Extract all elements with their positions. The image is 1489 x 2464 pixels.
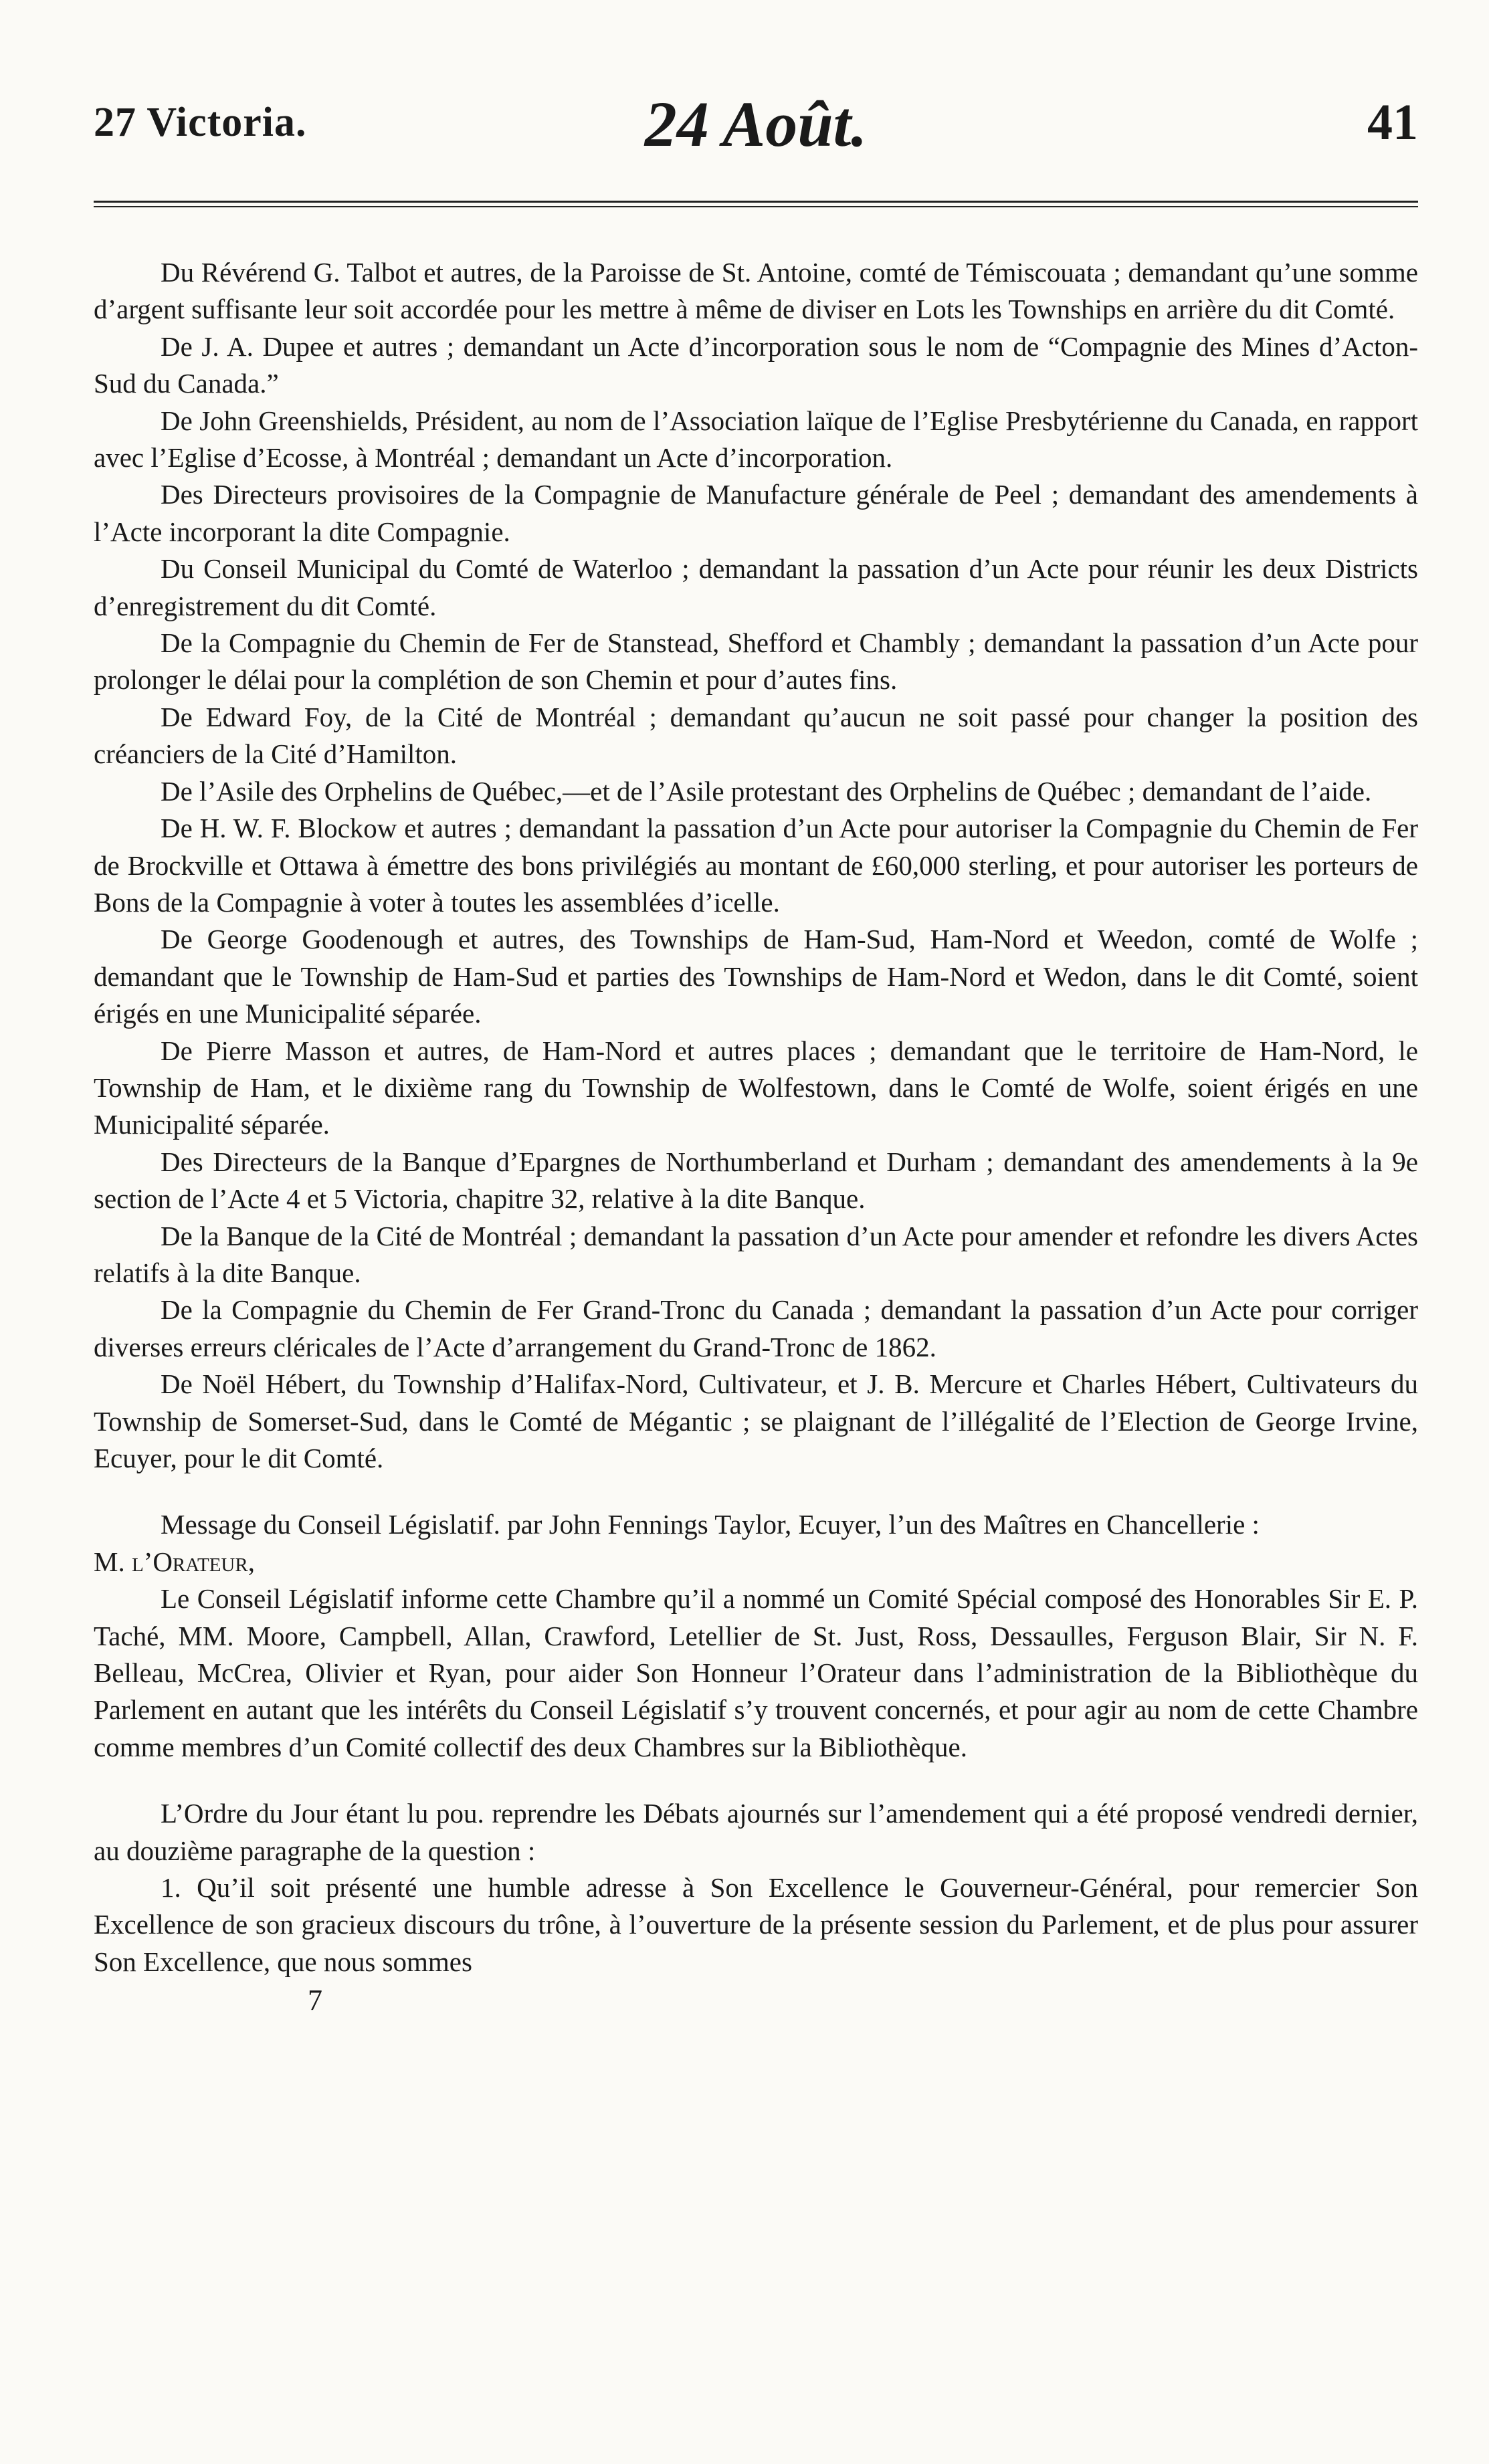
page-body bbox=[94, 254, 1418, 2019]
header-date: 24 Août. bbox=[644, 88, 868, 160]
petition-paragraph: Des Directeurs de la Banque d’Epargnes de Northumberland et Durham ; demandant des amendements à la 9e section de l’Acte 4 et 5 Victoria, chapitre 32, relative à la dite Banque. bbox=[94, 1146, 1418, 1215]
petition-paragraph: De John Greenshields, Président, au nom de l’Association laïque de l’Eglise Presbytérienne du Canada, en rapport avec l’Eglise d’Ecosse, à Montréal ; demandant un Acte d’incorporation. bbox=[94, 405, 1418, 474]
header-rule bbox=[94, 201, 1418, 207]
petition-paragraph: De Noël Hébert, du Township d’Halifax-Nord, Cultivateur, et J. B. Mercure et Charles Hébert, Cultivateurs du Township de Somerset-Sud, dans le Comté de Mégantic ; se plaignant de l’illégalité de l’Election de George Irvine, Ecuyer, pour le dit Comté. bbox=[94, 1368, 1418, 1473]
petition-paragraph: De la Compagnie du Chemin de Fer Grand-Tronc du Canada ; demandant la passation d’un Acte pour corriger diverses erreurs cléricales de l’Acte d’arrangement du Grand-Tronc de 1862. bbox=[94, 1294, 1418, 1362]
page-number: 41 bbox=[1367, 94, 1418, 150]
address-item-1: 1. Qu’il soit présenté une humble adresse à Son Excellence le Gouverneur-Général, pour remercier Son Excellence de son gracieux discours du trône, à l’ouverture de la présente session du Parlement, et de plus pour assurer Son Excellence, que nous sommes bbox=[94, 1872, 1418, 1977]
petition-paragraph: Du Conseil Municipal du Comté de Waterloo ; demandant la passation d’un Acte pour réunir les deux Districts d’enregistrement du dit Comté. bbox=[94, 553, 1418, 621]
salutation: M. l’Orateur, bbox=[94, 1546, 255, 1577]
page-header bbox=[94, 87, 1418, 167]
petition-paragraph: De Edward Foy, de la Cité de Montréal ; demandant qu’aucun ne soit passé pour changer la position des créanciers de la Cité d’Hamilton. bbox=[94, 701, 1418, 770]
petition-paragraph: Du Révérend G. Talbot et autres, de la Paroisse de St. Antoine, comté de Témiscouata ; demandant qu’une somme d’argent suffisante leur soit accordée pour les mettre à même de diviser en Lots les Townships en arrière du dit Comté. bbox=[94, 257, 1418, 325]
petition-paragraph: De la Banque de la Cité de Montréal ; demandant la passation d’un Acte pour amender et refondre les divers Actes relatifs à la dite Banque. bbox=[94, 1220, 1418, 1288]
petition-paragraph: De l’Asile des Orphelins de Québec,—et de l’Asile protestant des Orphelins de Québec ; demandant de l’aide. bbox=[161, 775, 1372, 807]
petition-paragraph: De George Goodenough et autres, des Townships de Ham-Sud, Ham-Nord et Weedon, comté de Wolfe ; demandant que le Township de Ham-Sud et parties des Townships de Ham-Nord et Wedon, dans le dit Comté, soient érigés en une Municipalité séparée. bbox=[94, 924, 1418, 1029]
petition-paragraph: De H. W. F. Blockow et autres ; demandant la passation d’un Acte pour autoriser la Compagnie du Chemin de Fer de Brockville et Ottawa à émettre des bons privilégiés au montant de £60,000 sterling, et pour autoriser les porteurs de Bons de la Compagnie à voter à toutes les assemblées d’icelle. bbox=[94, 813, 1418, 918]
petition-paragraph: Des Directeurs provisoires de la Compagnie de Manufacture générale de Peel ; demandant des amendements à l’Acte incorporant la dite Compagnie. bbox=[94, 479, 1418, 547]
ordre-du-jour: L’Ordre du Jour étant lu pou. reprendre les Débats ajournés sur l’amendement qui a été proposé vendredi dernier, au douzième paragraphe de la question : bbox=[94, 1798, 1418, 1866]
petition-paragraph: De Pierre Masson et autres, de Ham-Nord et autres places ; demandant que le territoire de Ham-Nord, le Township de Ham, et le dixième rang du Township de Wolfestown, dans le Comté de Wolfe, soient érigés en une Municipalité séparée. bbox=[94, 1035, 1418, 1140]
header-volume: 27 Victoria. bbox=[94, 100, 307, 145]
message-body: Le Conseil Législatif informe cette Chambre qu’il a nommé un Comité Spécial composé des Honorables Sir E. P. Taché, MM. Moore, Campbell, Allan, Crawford, Letellier de St. Just, Ross, Dessaulles, Ferguson Blair, Sir N. F. Belleau, McCrea, Olivier et Ryan, pour aider Son Honneur l’Orateur dans l’administration de la Bibliothèque du Parlement en autant que les intérêts du Conseil Législatif s’y trouvent concernés, et pour agir au nom de cette Chambre comme membres d’un Comité collectif des deux Chambres sur la Bibliothèque. bbox=[94, 1583, 1418, 1762]
message-intro: Message du Conseil Législatif. par John Fennings Taylor, Ecuyer, l’un des Maîtres en Chancellerie : bbox=[161, 1509, 1260, 1540]
petition-paragraph: De la Compagnie du Chemin de Fer de Stanstead, Shefford et Chambly ; demandant la passation d’un Acte pour prolonger le délai pour la complétion de son Chemin et pour d’autes fins. bbox=[94, 627, 1418, 696]
signature-mark: 7 bbox=[308, 1984, 322, 2017]
petition-paragraph: De J. A. Dupee et autres ; demandant un Acte d’incorporation sous le nom de “Compagnie des Mines d’Acton-Sud du Canada.” bbox=[94, 330, 1418, 399]
page bbox=[94, 87, 1418, 2019]
